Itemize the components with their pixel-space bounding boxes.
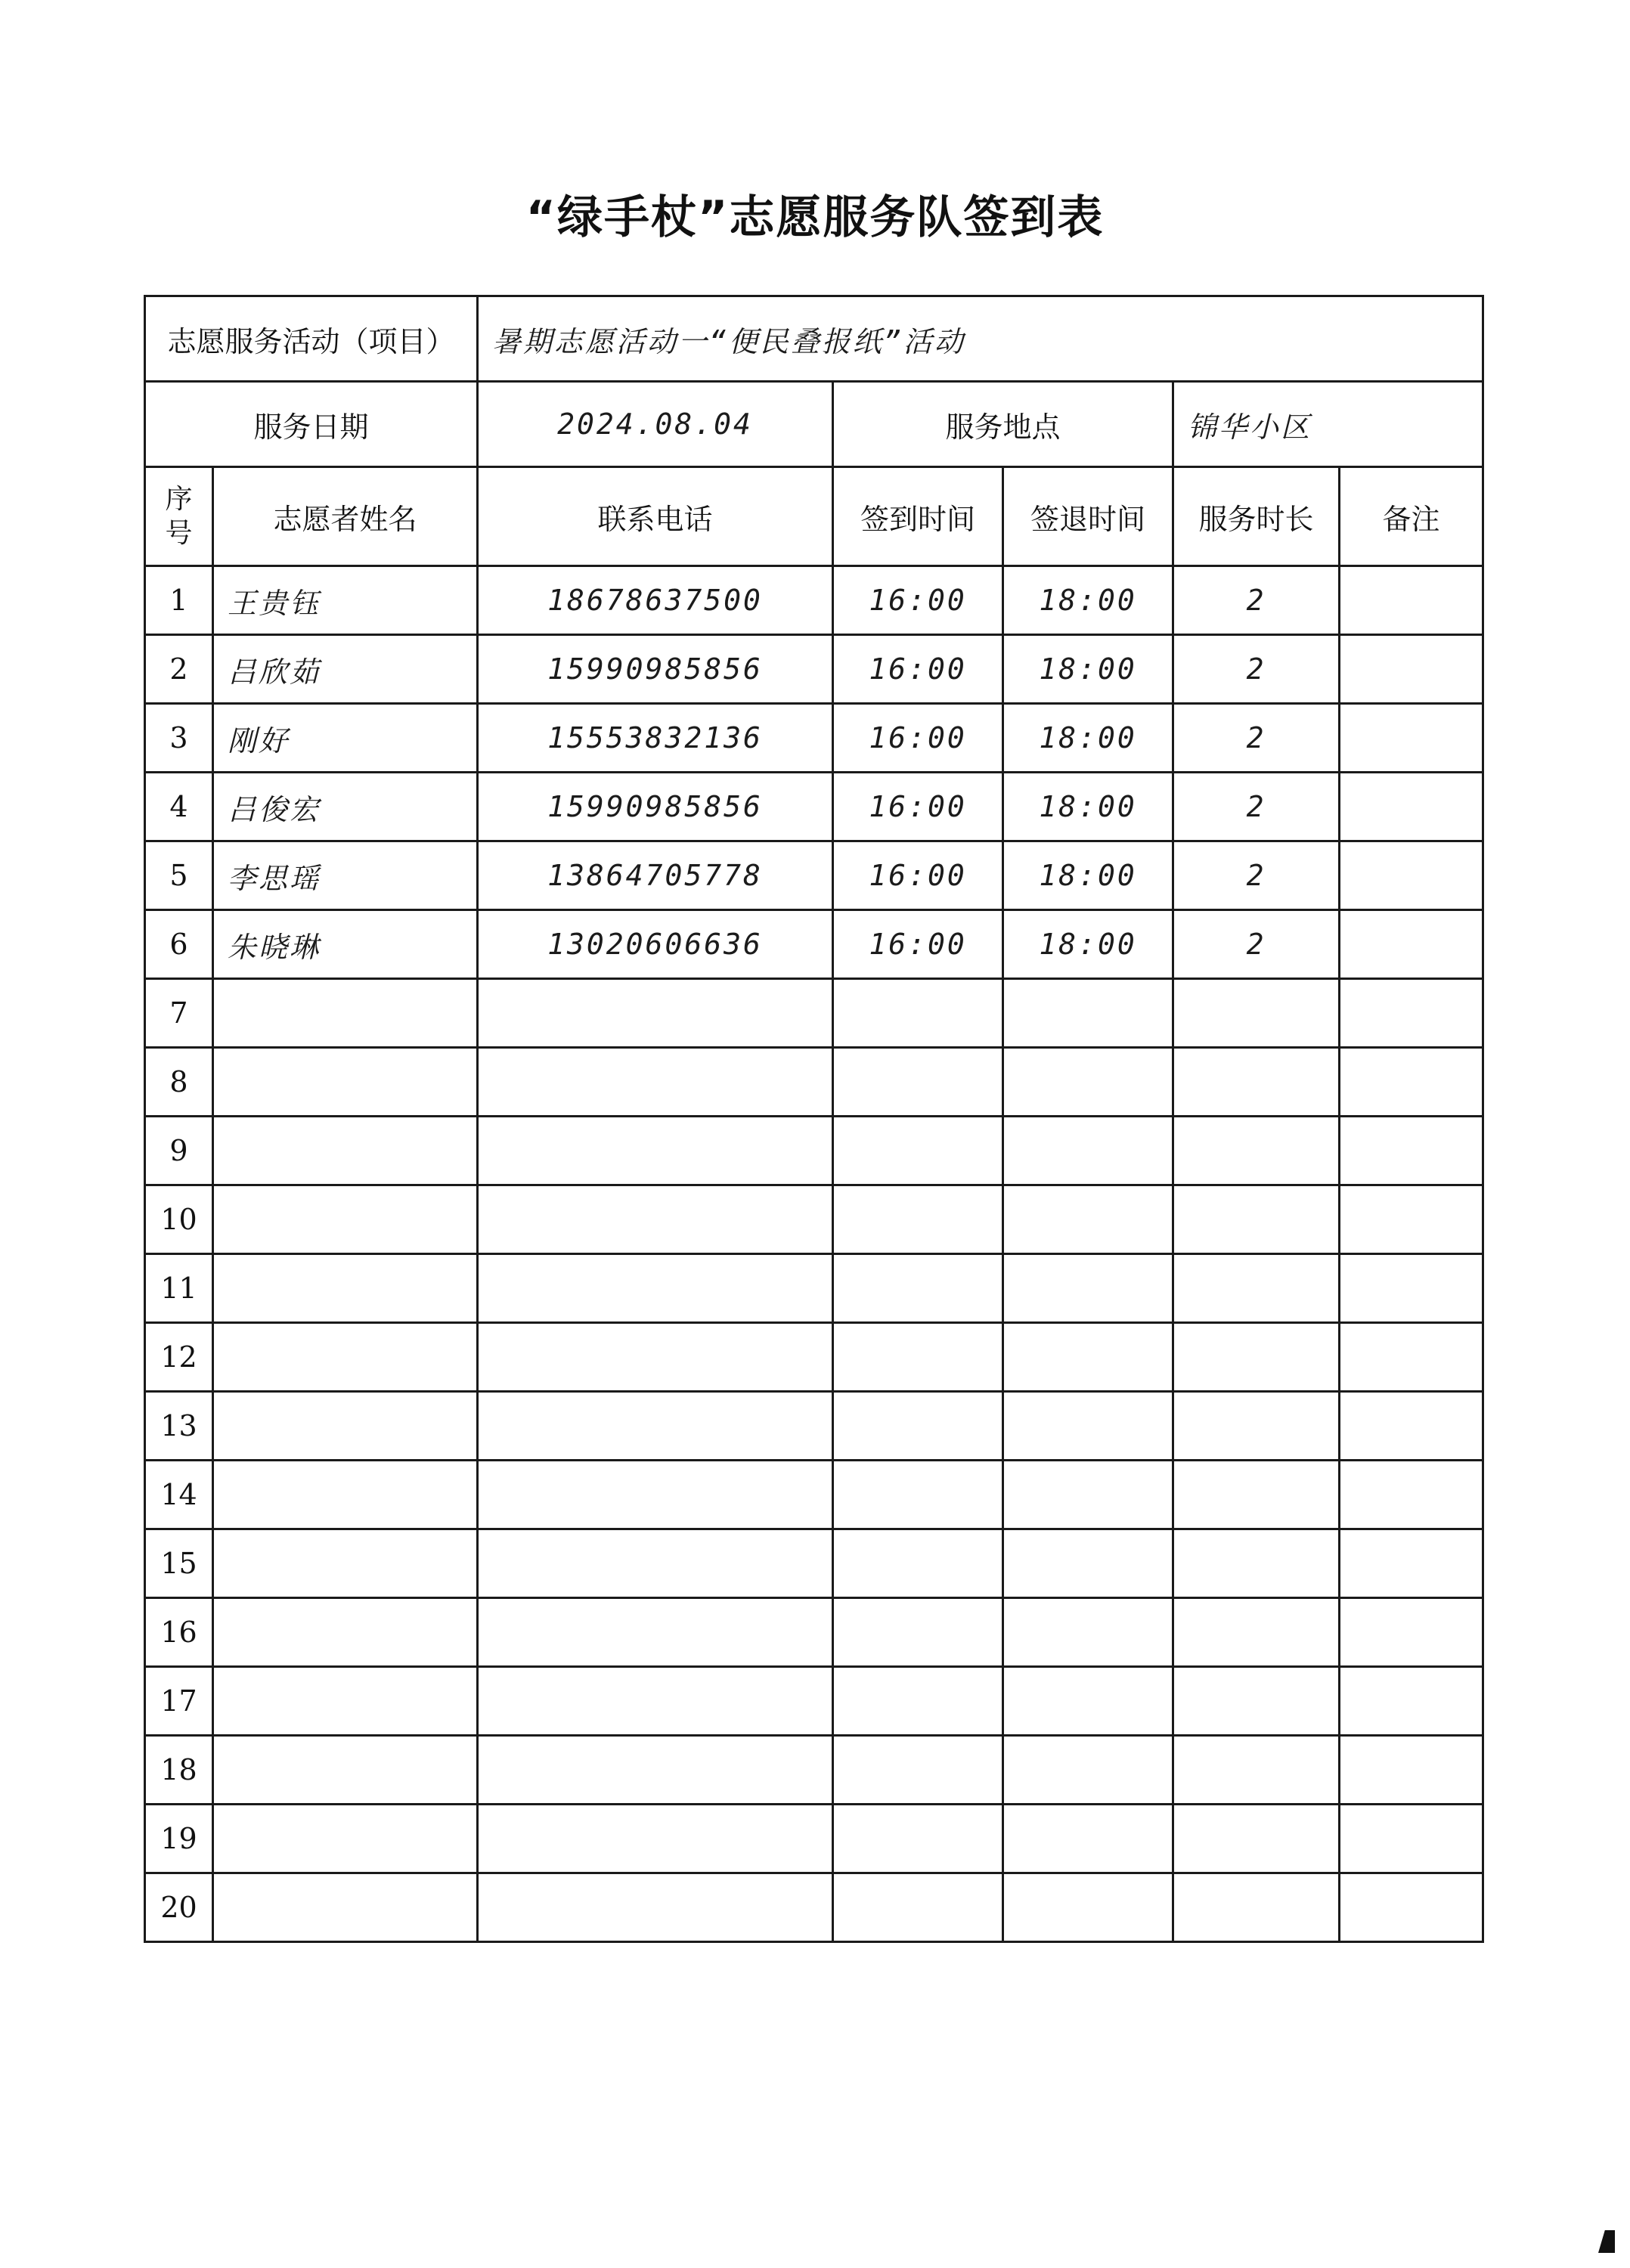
service-row [145,382,1483,467]
cell-note [1340,566,1483,635]
col-duration: 服务时长 [1173,467,1340,566]
cell-duration: 2 [1173,566,1340,635]
cell-name [213,1529,478,1598]
cell-phone: 13864705778 [478,841,833,910]
cell-checkin: 16:00 [833,566,1003,635]
cell-phone [478,1254,833,1323]
cell-name: 王贵钰 [213,566,478,635]
cell-checkin [833,1185,1003,1254]
cell-checkin [833,1598,1003,1667]
table-row [145,979,1483,1048]
cell-phone: 15553832136 [478,704,833,773]
cell-duration: 2 [1173,635,1340,704]
cell-no: 16 [145,1598,213,1667]
cell-phone [478,1529,833,1598]
cell-checkout [1003,1598,1173,1667]
cell-checkin [833,1667,1003,1736]
cell-checkout [1003,1392,1173,1461]
cell-duration [1173,1598,1340,1667]
cell-note [1340,1873,1483,1942]
cell-checkout [1003,1117,1173,1185]
cell-note [1340,979,1483,1048]
cell-checkout: 18:00 [1003,566,1173,635]
cell-phone: 13020606636 [478,910,833,979]
cell-note [1340,1254,1483,1323]
cell-checkin: 16:00 [833,910,1003,979]
service-date-label: 服务日期 [145,382,478,467]
table-row [145,773,1483,841]
cell-phone [478,1805,833,1873]
cell-checkin: 16:00 [833,841,1003,910]
cell-note [1340,1736,1483,1805]
cell-name [213,1117,478,1185]
service-place-label: 服务地点 [833,382,1173,467]
cell-name: 吕俊宏 [213,773,478,841]
cell-duration [1173,1323,1340,1392]
cell-checkout [1003,1873,1173,1942]
col-name: 志愿者姓名 [213,467,478,566]
cell-checkout [1003,1667,1173,1736]
page-title: “绿手杖”志愿服务队签到表 [525,191,1105,244]
cell-note [1340,1392,1483,1461]
cell-phone [478,979,833,1048]
cell-no: 12 [145,1323,213,1392]
activity-label: 志愿服务活动（项目） [145,296,478,382]
table-row [145,1185,1483,1254]
cell-checkin [833,979,1003,1048]
col-seq: 序号 [145,467,213,566]
sign-in-table [144,295,1484,1943]
cell-name [213,1736,478,1805]
cell-checkout [1003,1048,1173,1117]
cell-phone [478,1392,833,1461]
table-row [145,1805,1483,1873]
cell-phone [478,1873,833,1942]
cell-phone [478,1185,833,1254]
cell-checkout [1003,1461,1173,1529]
cell-checkin [833,1048,1003,1117]
cell-name [213,1392,478,1461]
cell-checkin: 16:00 [833,704,1003,773]
cell-no: 10 [145,1185,213,1254]
table-row [145,1392,1483,1461]
table-row [145,841,1483,910]
col-checkin: 签到时间 [833,467,1003,566]
cell-name: 李思瑶 [213,841,478,910]
cell-note [1340,635,1483,704]
cell-duration [1173,1392,1340,1461]
cell-name [213,979,478,1048]
table-row [145,635,1483,704]
cell-checkout: 18:00 [1003,773,1173,841]
cell-name [213,1185,478,1254]
cell-checkout: 18:00 [1003,841,1173,910]
cell-no: 18 [145,1736,213,1805]
cell-note [1340,1667,1483,1736]
cell-name [213,1805,478,1873]
cell-name [213,1667,478,1736]
cell-note [1340,704,1483,773]
cell-checkout [1003,1323,1173,1392]
cell-note [1340,1529,1483,1598]
service-date-value: 2024.08.04 [478,382,833,467]
cell-phone: 15990985856 [478,635,833,704]
cell-checkout [1003,1254,1173,1323]
cell-phone [478,1598,833,1667]
cell-checkin [833,1254,1003,1323]
cell-checkin [833,1529,1003,1598]
cell-checkin [833,1805,1003,1873]
cell-checkout [1003,1736,1173,1805]
cell-duration [1173,1117,1340,1185]
cell-duration [1173,1254,1340,1323]
cell-checkin [833,1392,1003,1461]
cell-checkout: 18:00 [1003,704,1173,773]
cell-no: 6 [145,910,213,979]
cell-checkout [1003,1185,1173,1254]
cell-no: 20 [145,1873,213,1942]
cell-duration: 2 [1173,910,1340,979]
table-row [145,1323,1483,1392]
cell-name [213,1323,478,1392]
service-place-value: 锦华小区 [1173,382,1483,467]
cell-duration [1173,1185,1340,1254]
cell-name: 朱晓琳 [213,910,478,979]
scan-corner-mark [1598,2230,1615,2253]
cell-phone [478,1461,833,1529]
table-row [145,910,1483,979]
cell-name [213,1461,478,1529]
cell-no: 7 [145,979,213,1048]
cell-phone [478,1667,833,1736]
cell-checkout [1003,979,1173,1048]
cell-no: 4 [145,773,213,841]
cell-note [1340,1598,1483,1667]
column-header-row [145,467,1483,566]
cell-note [1340,1048,1483,1117]
table-row [145,1461,1483,1529]
cell-note [1340,910,1483,979]
cell-checkin: 16:00 [833,773,1003,841]
table-row [145,566,1483,635]
col-note: 备注 [1340,467,1483,566]
cell-duration: 2 [1173,841,1340,910]
cell-checkin [833,1873,1003,1942]
cell-note [1340,773,1483,841]
cell-no: 13 [145,1392,213,1461]
cell-note [1340,1323,1483,1392]
cell-duration [1173,1529,1340,1598]
cell-no: 19 [145,1805,213,1873]
cell-duration: 2 [1173,773,1340,841]
cell-phone: 15990985856 [478,773,833,841]
cell-name: 吕欣茹 [213,635,478,704]
table-row [145,1117,1483,1185]
cell-name: 刚好 [213,704,478,773]
cell-no: 17 [145,1667,213,1736]
table-row [145,1873,1483,1942]
cell-duration [1173,1667,1340,1736]
cell-note [1340,841,1483,910]
cell-checkout: 18:00 [1003,635,1173,704]
activity-value: 暑期志愿活动一“便民叠报纸”活动 [478,296,1483,382]
cell-checkout [1003,1529,1173,1598]
cell-duration [1173,1461,1340,1529]
cell-duration [1173,1048,1340,1117]
cell-no: 11 [145,1254,213,1323]
cell-checkout: 18:00 [1003,910,1173,979]
cell-name [213,1048,478,1117]
cell-no: 5 [145,841,213,910]
cell-note [1340,1805,1483,1873]
table-row [145,704,1483,773]
cell-checkin [833,1323,1003,1392]
cell-name [213,1254,478,1323]
cell-phone [478,1323,833,1392]
activity-row [145,296,1483,382]
cell-duration [1173,1873,1340,1942]
cell-note [1340,1117,1483,1185]
cell-name [213,1598,478,1667]
cell-no: 8 [145,1048,213,1117]
cell-note [1340,1461,1483,1529]
table-row [145,1598,1483,1667]
col-phone: 联系电话 [478,467,833,566]
table-row [145,1254,1483,1323]
cell-checkin [833,1117,1003,1185]
cell-duration [1173,1805,1340,1873]
cell-duration [1173,979,1340,1048]
cell-checkout [1003,1805,1173,1873]
table-row [145,1529,1483,1598]
table-row [145,1667,1483,1736]
cell-no: 14 [145,1461,213,1529]
table-row [145,1048,1483,1117]
cell-checkin [833,1461,1003,1529]
cell-no: 3 [145,704,213,773]
cell-checkin: 16:00 [833,635,1003,704]
cell-phone [478,1117,833,1185]
cell-duration [1173,1736,1340,1805]
table-row [145,1736,1483,1805]
col-checkout: 签退时间 [1003,467,1173,566]
cell-phone [478,1736,833,1805]
cell-phone [478,1048,833,1117]
cell-no: 2 [145,635,213,704]
cell-note [1340,1185,1483,1254]
cell-phone: 18678637500 [478,566,833,635]
cell-checkin [833,1736,1003,1805]
cell-name [213,1873,478,1942]
cell-duration: 2 [1173,704,1340,773]
cell-no: 1 [145,566,213,635]
cell-no: 9 [145,1117,213,1185]
cell-no: 15 [145,1529,213,1598]
